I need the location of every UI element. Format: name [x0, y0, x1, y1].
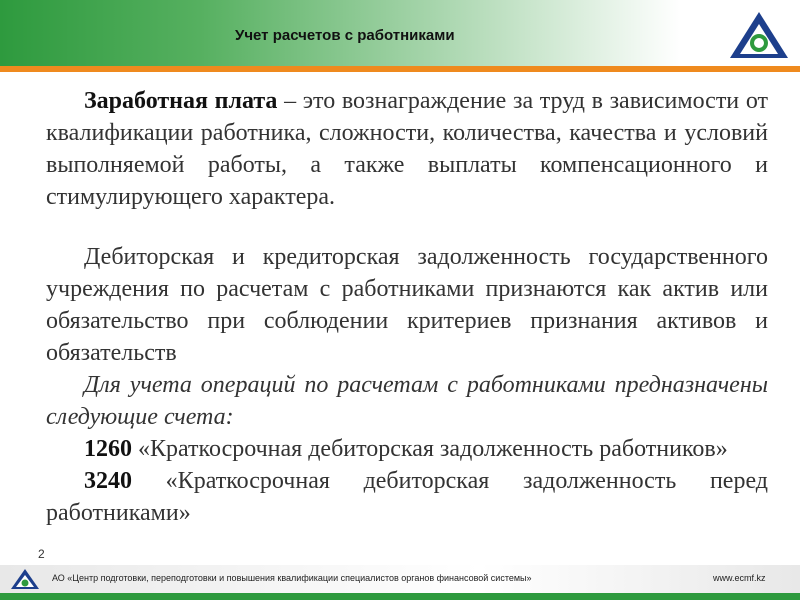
salary-definition-text: – это вознаграждение за труд в зависимости от квалификации работника, сложности, количества, качества и условий выполняемой работы, а также выплаты компенсационного и стимулирующего характера.	[46, 88, 768, 210]
salary-term: Заработная плата	[84, 88, 278, 114]
footer-website-link[interactable]: www.ecmf.kz	[713, 573, 766, 583]
page-number: 2	[38, 547, 45, 561]
account-3240	[46, 465, 768, 529]
account-3240-text: «Краткосрочная дебиторская задолженность перед работниками»	[46, 468, 768, 526]
account-3240-code: 3240	[84, 468, 132, 494]
accounts-intro: Для учета операций по расчетам с работниками предназначены следующие счета:	[46, 372, 768, 430]
footer-organization: АО «Центр подготовки, переподготовки и повышения квалификации специалистов органов финансовой системы»	[52, 573, 532, 583]
receivables-payables-paragraph: Дебиторская и кредиторская задолженность государственного учреждения по расчетам с работниками признаются как актив или обязательство при соблюдении критериев признания активов и обязательств	[46, 244, 768, 366]
organization-logo-icon	[728, 10, 790, 60]
salary-definition	[46, 85, 768, 213]
account-1260-text: «Краткосрочная дебиторская задолженность работников»	[132, 436, 728, 462]
header-banner	[0, 0, 800, 66]
account-1260	[46, 433, 768, 465]
slide-content	[46, 85, 768, 529]
slide-title: Учет расчетов с работниками	[235, 27, 455, 44]
footer-logo-icon	[10, 568, 40, 590]
footer-bottom-stripe	[0, 593, 800, 600]
header-divider	[0, 66, 800, 72]
footer-bar	[0, 565, 800, 593]
account-1260-code: 1260	[84, 436, 132, 462]
